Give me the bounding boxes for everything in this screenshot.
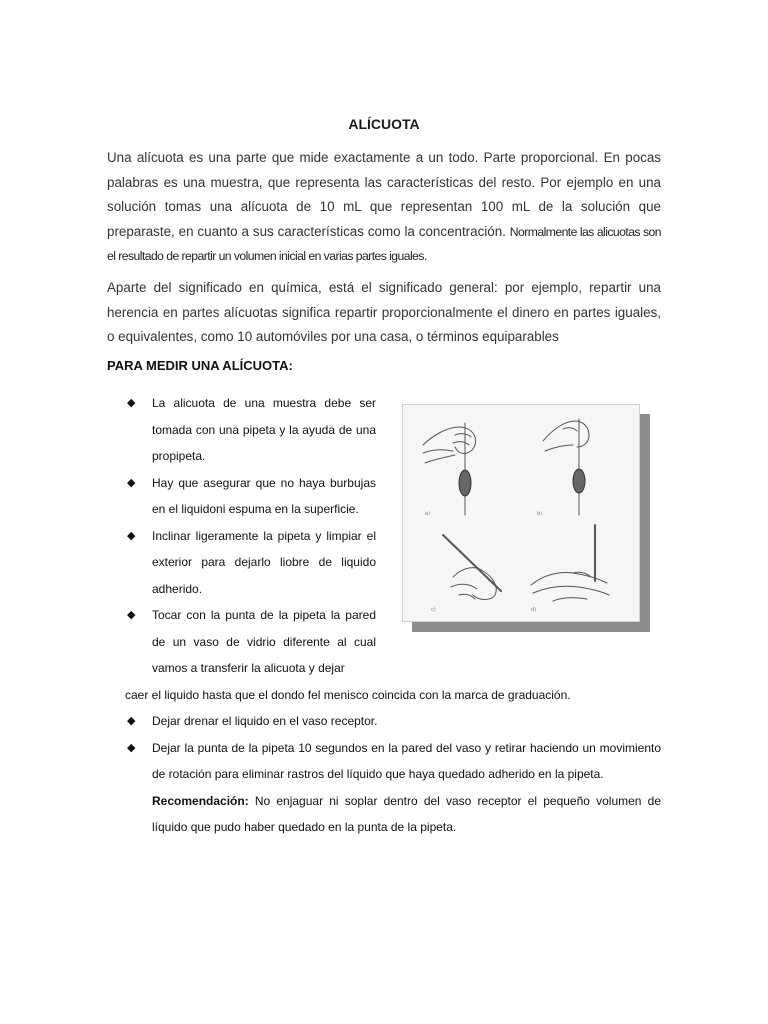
list-item <box>107 390 376 470</box>
paragraph-definition-condensed: Normalmente las alicuotas son el resultado de repartir un volumen inicial en varias partes iguales. <box>107 224 661 263</box>
paragraph-general-meaning: Aparte del significado en química, está el significado general: por ejemplo, repartir una herencia en partes alícuotas significa repartir proporcionalmente el dinero en partes iguales, o equivalentes, como 10 automóviles por una casa, o términos equiparables <box>107 280 661 344</box>
document-title: ALÍCUOTA <box>348 116 420 132</box>
pipette-illustration <box>402 404 640 622</box>
list-item-text: La alicuota de una muestra debe ser tomada con una pipeta y la ayuda de una propipeta. <box>152 396 376 463</box>
list-item-text-lead: Tocar con la punta de la pipeta la pared de un vaso de vidrio diferente al cual vamos a transferir la alicuota y dejar <box>152 608 376 675</box>
list-item-text: Hay que asegurar que no haya burbujas en el liquidoni espuma en la superficie. <box>152 475 376 516</box>
diamond-bullet-icon: ◆ <box>127 741 136 754</box>
paragraph-definition-text: Una alícuota es una parte que mide exactamente a un todo. Parte proporcional. En pocas palabras es una muestra, que representa las características del resto. Por ejemplo en una solución tomas una alícuota de 10 mL que representan 100 mL de la solución que preparaste, en cuanto a sus características como la concentración. <box>107 150 661 239</box>
figure-label-d: d) <box>531 607 537 613</box>
figure-label-b: b) <box>537 511 543 517</box>
figure-label-a: a) <box>425 511 431 517</box>
list-item <box>107 523 376 603</box>
diamond-bullet-icon: ◆ <box>127 715 136 727</box>
section-heading: PARA MEDIR UNA ALÍCUOTA: <box>107 358 293 373</box>
diamond-bullet-icon: ◆ <box>127 529 136 542</box>
recommendation-label: Recomendación: <box>152 793 249 808</box>
list-item-text: Dejar drenar el liquido en el vaso receptor. <box>152 714 378 728</box>
recommendation <box>152 788 661 841</box>
figure-label-c: c) <box>431 607 436 613</box>
pipette-drawing <box>403 405 639 621</box>
diamond-bullet-icon: ◆ <box>127 609 136 621</box>
diamond-bullet-icon: ◆ <box>127 397 136 409</box>
diamond-bullet-icon: ◆ <box>127 476 136 489</box>
list-item-text: Dejar la punta de la pipeta 10 segundos en la pared del vaso y retirar haciendo un movimiento de rotación para eliminar rastros del líquido que haya quedado adherido en la pipeta. <box>152 740 661 781</box>
list-item <box>107 708 661 735</box>
list-item <box>107 470 376 523</box>
recommendation-text: No enjaguar ni soplar dentro del vaso receptor el pequeño volumen de líquido que pudo haber quedado en la punta de la pipeta. <box>152 793 661 834</box>
list-item-text-tail: caer el liquido hasta que el dondo fel menisco coincida con la marca de graduación. <box>125 687 571 702</box>
pipette-panel-c <box>443 535 501 600</box>
list-item-text: Inclinar ligeramente la pipeta y limpiar el exterior para dejarlo liobre de liquido adherido. <box>152 528 376 596</box>
pipette-panel-a <box>423 423 476 515</box>
paragraph-definition <box>107 146 661 269</box>
pipette-panel-b <box>543 419 589 515</box>
list-item <box>107 735 661 841</box>
pipette-panel-d <box>531 525 609 601</box>
